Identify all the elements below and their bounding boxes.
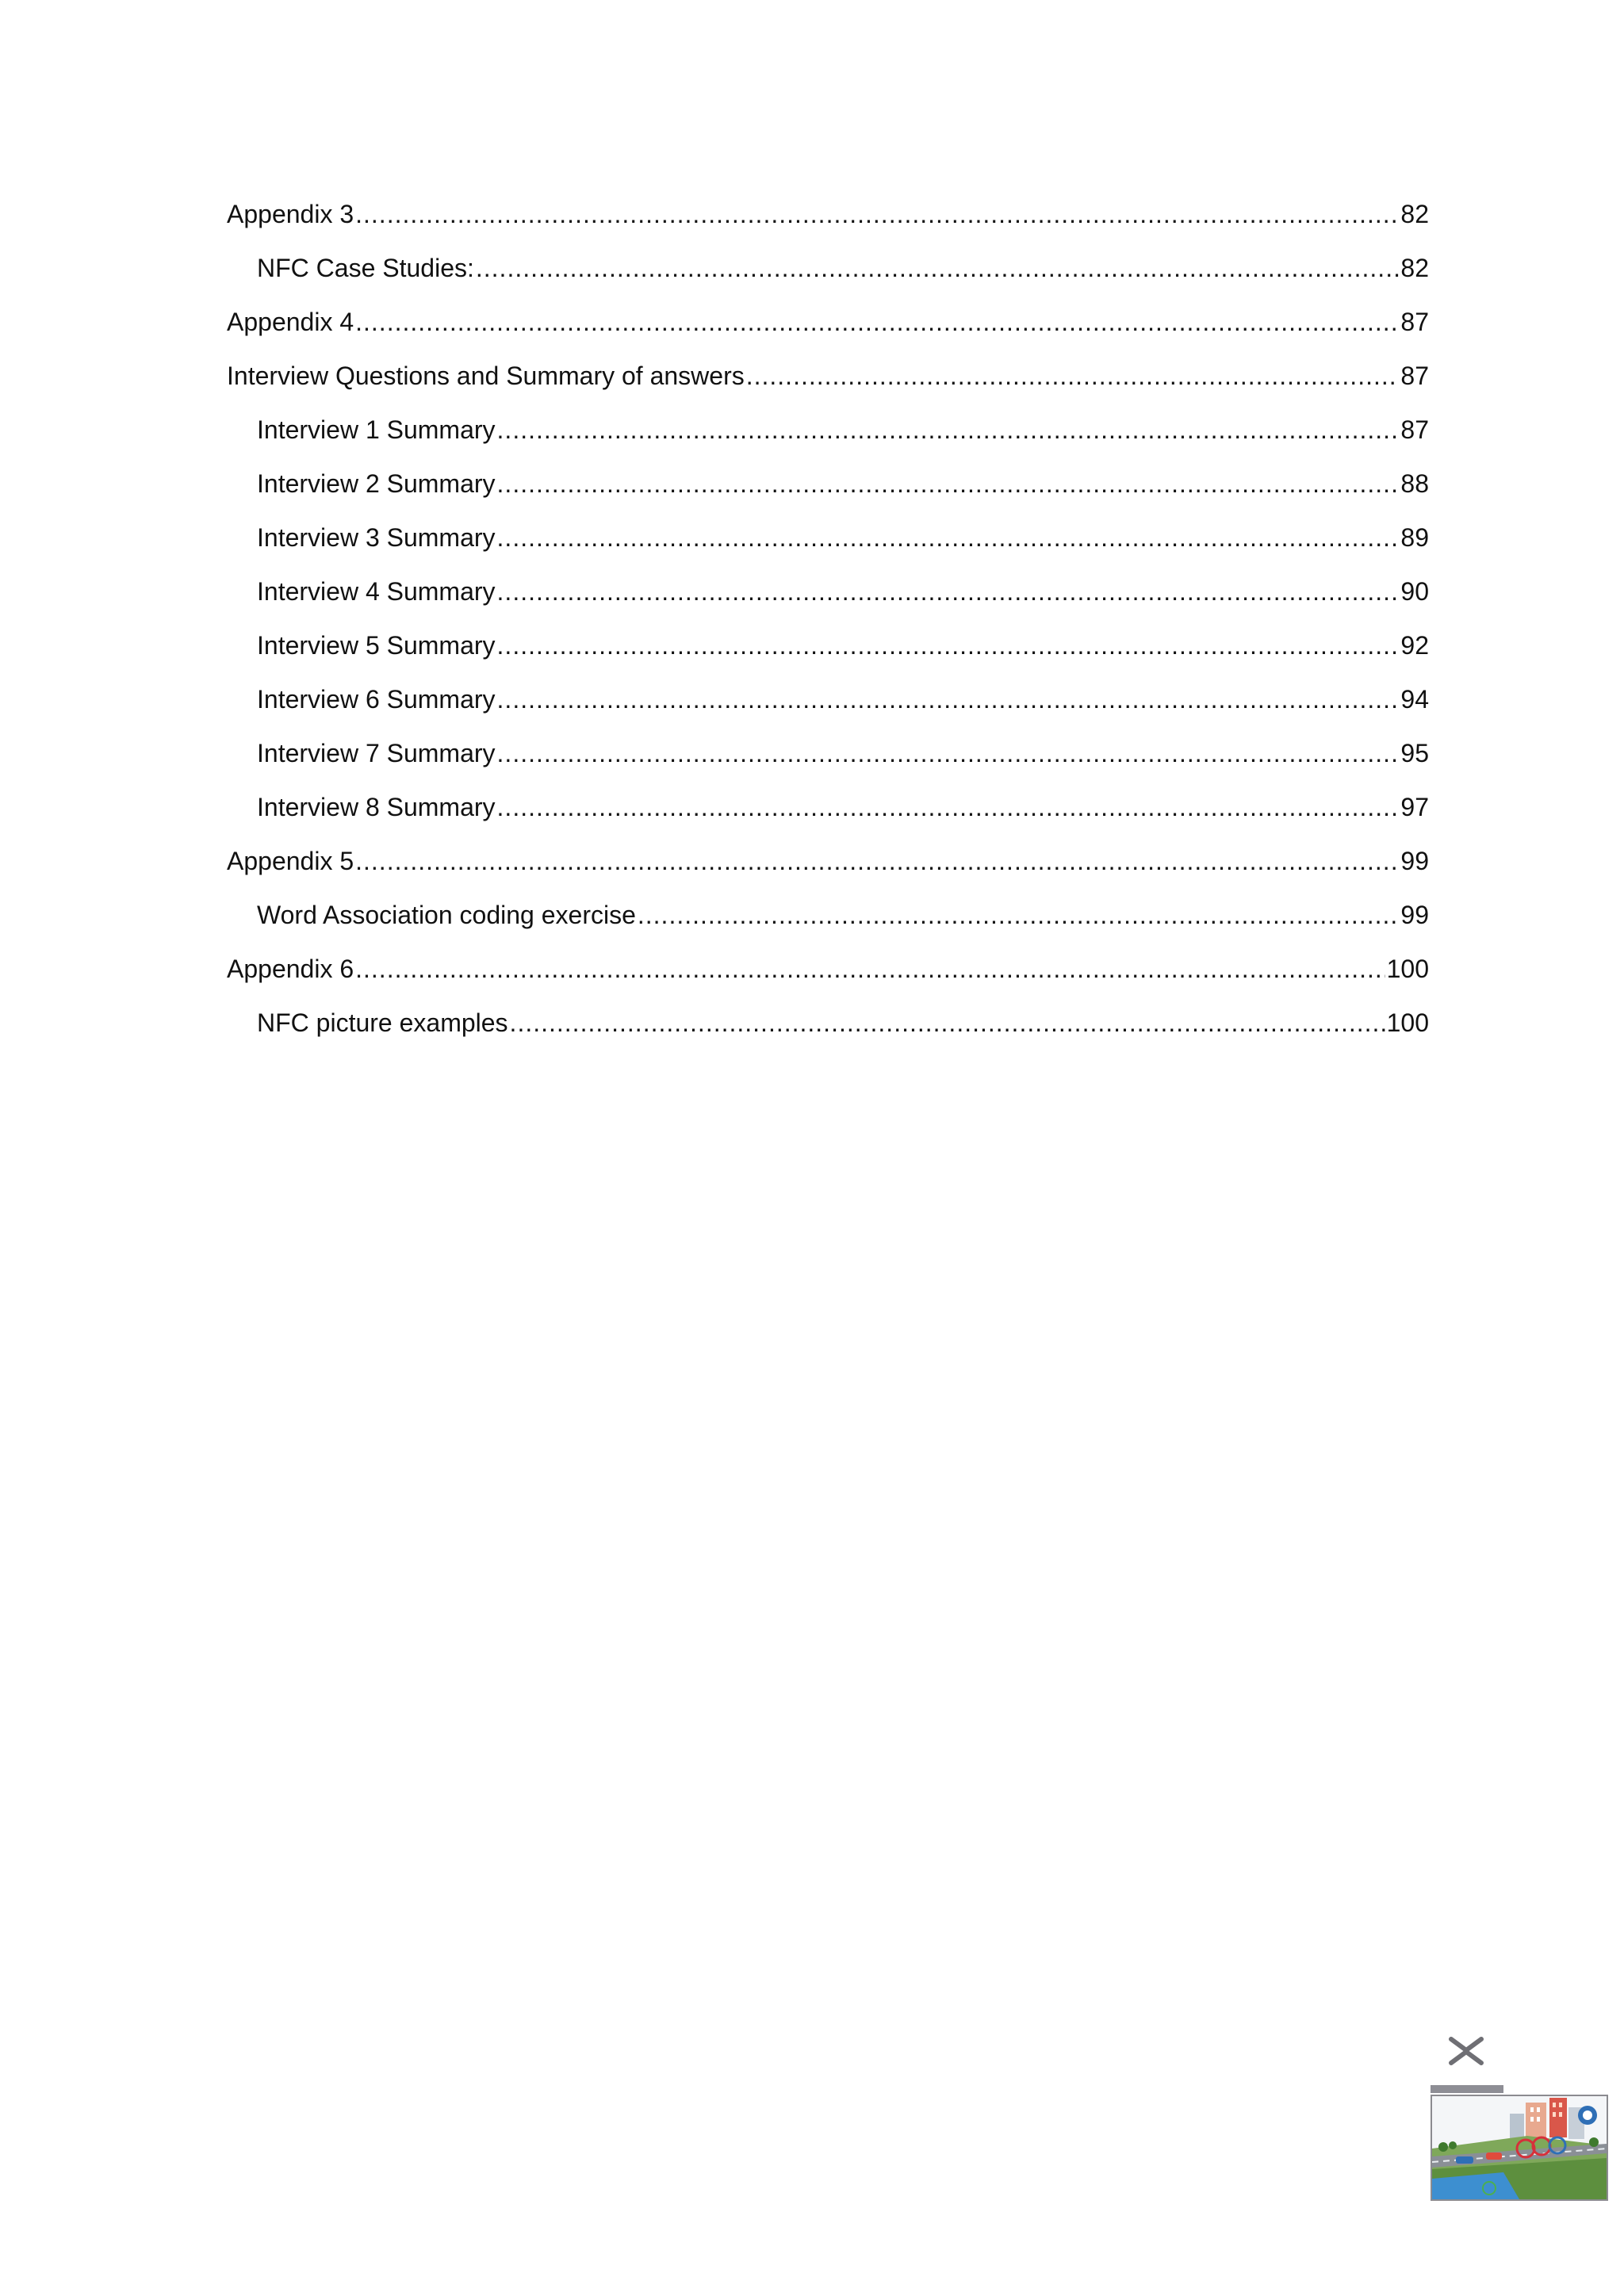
toc-entry[interactable] [227,304,1429,358]
toc-entry-title: Interview 4 Summary [257,577,496,606]
close-icon[interactable] [1446,2031,1486,2071]
toc-entry-title: Interview 2 Summary [257,469,496,498]
toc-entry-page: 95 [1400,739,1429,767]
toc-entry-title: NFC Case Studies: [257,254,474,282]
toc-entry-page: 94 [1400,685,1429,714]
toc-entry[interactable] [227,251,1429,304]
toc-entry-title: Interview 3 Summary [257,523,496,552]
toc-entry-title: NFC picture examples [257,1008,508,1037]
toc-dot-leader [497,790,1400,825]
toc-entry-page: 99 [1400,847,1429,875]
toc-dot-leader [746,358,1400,393]
toc-entry[interactable] [227,790,1429,844]
thumbnail-tab [1431,2085,1503,2093]
toc-entry-page: 92 [1400,631,1429,660]
toc-entry-page: 99 [1400,901,1429,929]
toc-dot-leader [497,520,1400,555]
toc-dot-leader [355,197,1399,232]
toc-dot-leader [476,251,1400,285]
toc-entry-title: Interview Questions and Summary of answers [227,362,745,390]
toc-entry-title: Word Association coding exercise [257,901,636,929]
toc-entry[interactable] [227,574,1429,628]
toc-entry-page: 87 [1400,308,1429,336]
toc-entry-page: 82 [1400,254,1429,282]
toc-entry-page: 100 [1386,955,1429,983]
toc-dot-leader [497,574,1400,609]
toc-entry-page: 97 [1400,793,1429,821]
toc-entry-title: Appendix 5 [227,847,354,875]
toc-entry-page: 90 [1400,577,1429,606]
toc-entry[interactable] [227,897,1429,951]
toc-entry-page: 100 [1386,1008,1429,1037]
toc-entry[interactable] [227,682,1429,736]
toc-entry-title: Interview 1 Summary [257,415,496,444]
toc-dot-leader [510,1005,1385,1040]
toc-dot-leader [497,682,1400,717]
toc-entry-title: Appendix 3 [227,200,354,228]
toc-entry[interactable] [227,358,1429,412]
toc-entry[interactable] [227,628,1429,682]
toc-dot-leader [497,628,1400,663]
toc-dot-leader [355,844,1399,878]
toc-dot-leader [497,466,1400,501]
toc-entry-page: 82 [1400,200,1429,228]
toc-entry[interactable] [227,412,1429,466]
toc-dot-leader [355,951,1385,986]
toc-entry[interactable] [227,844,1429,897]
toc-entry-title: Appendix 6 [227,955,354,983]
toc-entry[interactable] [227,466,1429,520]
table-of-contents [227,197,1429,1059]
toc-entry[interactable] [227,1005,1429,1059]
toc-entry-page: 87 [1400,362,1429,390]
toc-dot-leader [638,897,1400,932]
toc-entry-page: 89 [1400,523,1429,552]
toc-entry[interactable] [227,736,1429,790]
toc-entry[interactable] [227,197,1429,251]
toc-entry-title: Appendix 4 [227,308,354,336]
toc-dot-leader [497,736,1400,771]
toc-entry-page: 88 [1400,469,1429,498]
floating-thumbnail-widget [1429,2031,1619,2214]
toc-dot-leader [355,304,1399,339]
city-illustration-thumbnail[interactable] [1431,2095,1608,2201]
toc-entry-title: Interview 6 Summary [257,685,496,714]
toc-dot-leader [497,412,1400,447]
toc-entry[interactable] [227,951,1429,1005]
toc-entry-page: 87 [1400,415,1429,444]
toc-entry[interactable] [227,520,1429,574]
toc-entry-title: Interview 7 Summary [257,739,496,767]
toc-entry-title: Interview 5 Summary [257,631,496,660]
toc-entry-title: Interview 8 Summary [257,793,496,821]
